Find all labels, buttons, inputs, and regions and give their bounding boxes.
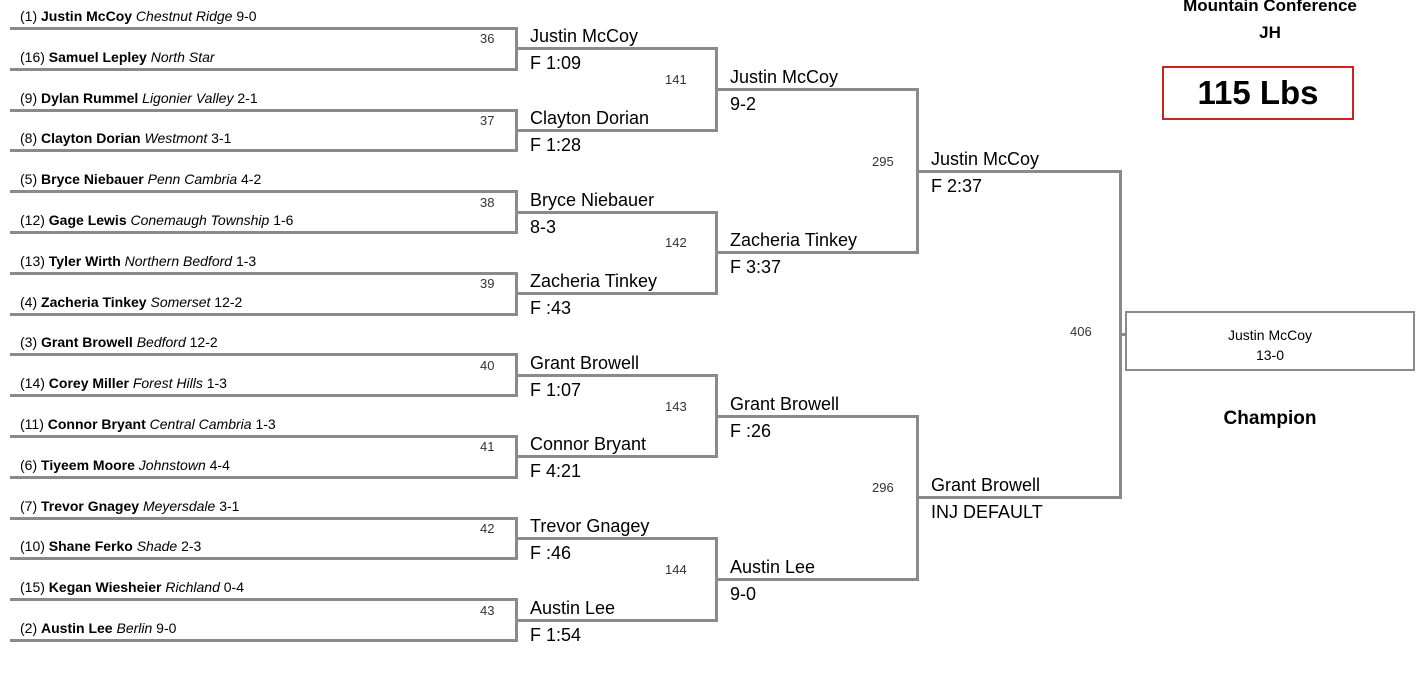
seed: (16) [20,48,45,65]
winner-name[interactable]: Zacheria Tinkey [530,271,658,292]
winner-name[interactable]: Zacheria Tinkey [730,230,858,251]
record: 4-4 [209,456,230,473]
match-result: F 2:37 [931,175,983,196]
entrant-label[interactable] [20,171,261,187]
winner-name[interactable]: Connor Bryant [530,434,647,455]
match-result: F :46 [530,543,572,563]
record: 2-1 [237,89,258,106]
entrant-line [10,598,515,601]
entrant-label[interactable] [20,90,258,106]
school-name: Richland [165,579,220,596]
match-result: F 3:37 [730,257,782,278]
bout-number: 295 [872,153,894,169]
seed: (15) [20,579,45,596]
champion-label: Champion [1223,408,1317,429]
seed: (12) [20,212,45,228]
winner-name[interactable]: Grant Browell [730,393,840,414]
entrant-line [10,27,515,30]
winner-line [518,537,715,540]
bout-number: 43 [480,602,495,618]
school-name: Westmont [144,130,208,147]
champion-name: Justin McCoy [1227,327,1313,343]
match-result: 9-0 [730,583,757,604]
winner-line [518,619,715,622]
winner-line [518,455,715,458]
entrant-line [10,149,515,152]
seed: (4) [20,293,38,310]
winner-name[interactable]: Justin McCoy [931,148,1040,169]
school-name: Ligonier Valley [142,89,234,106]
school-name: Penn Cambria [147,171,238,188]
entrant-line [10,394,515,397]
entrant-line [10,557,515,560]
winner-name[interactable]: Justin McCoy [730,67,839,88]
winner-line [919,496,1119,499]
winner-name[interactable]: Austin Lee [730,556,816,577]
conference-name: Mountain Conference [1183,0,1357,15]
winner-name[interactable]: Grant Browell [931,475,1041,496]
winner-name[interactable]: Justin McCoy [530,26,639,47]
school-name: Meyersdale [142,497,216,514]
record: 1-3 [206,375,227,392]
entrant-line [10,435,515,438]
wrestler-name: Clayton Dorian [41,130,141,147]
seed: (3) [20,334,38,351]
bout-number: 296 [872,480,894,496]
school-name: Forest Hills [132,375,203,392]
winner-name[interactable]: Trevor Gnagey [530,516,650,536]
wrestler-name: Tiyeem Moore [41,456,135,473]
seed: (11) [20,416,44,432]
winner-line [518,292,715,295]
conference-title [1120,0,1420,46]
entrant-line [10,109,515,112]
entrant-line [10,353,515,356]
winner-line [518,374,715,377]
school-name: North Star [150,48,215,65]
bout-number: 143 [665,398,687,414]
winner-line [718,88,916,91]
school-name: Central Cambria [149,416,252,432]
bout-number: 141 [665,72,687,88]
winner-name[interactable]: Austin Lee [530,597,616,618]
entrant-line [10,272,515,275]
match-result: F 4:21 [530,461,582,482]
match-result: F 1:09 [530,53,582,74]
winner-line [518,211,715,214]
entrant-label[interactable] [20,253,256,269]
school-name: Berlin [116,620,153,636]
wrestler-name: Bryce Niebauer [41,171,144,188]
entrant-label[interactable] [20,334,218,350]
wrestler-name: Tyler Wirth [48,252,121,269]
match-result: F 1:54 [530,624,582,645]
bout-number: 406 [1070,324,1092,339]
wrestler-name: Grant Browell [41,334,133,351]
entrant-label[interactable] [20,579,244,595]
bout-number: 37 [480,113,495,128]
entrant-label[interactable] [20,498,239,514]
wrestler-name: Austin Lee [41,620,113,636]
seed: (8) [20,130,38,147]
winner-line [718,578,916,581]
seed: (10) [20,538,45,555]
school-name: Somerset [150,293,211,310]
wrestler-name: Corey Miller [48,375,129,392]
wrestler-name: Gage Lewis [48,212,127,228]
entrant-label[interactable] [20,416,276,432]
seed: (5) [20,171,38,188]
school-name: Chestnut Ridge [135,8,233,24]
wrestler-name: Kegan Wiesheier [48,579,162,596]
record: 12-2 [189,334,218,351]
entrant-line [10,231,515,234]
wrestler-name: Samuel Lepley [48,48,147,65]
record: 12-2 [214,293,243,310]
entrant-label[interactable] [20,130,231,146]
bout-number: 40 [480,357,495,373]
match-result: 8-3 [530,216,557,237]
match-result: INJ DEFAULT [931,502,1043,523]
winner-line [718,415,916,418]
record: 1-6 [273,212,294,228]
record: 9-0 [156,620,177,636]
champion-box [1125,311,1415,371]
school-name: Bedford [136,334,186,351]
entrant-label[interactable] [20,375,227,391]
match-result: F 1:28 [530,135,582,155]
bout-number: 142 [665,235,687,251]
school-name: Shade [136,538,178,555]
champion-record: 13-0 [1255,347,1285,363]
match-result: F :26 [730,420,772,441]
record: 0-4 [223,579,244,596]
entrant-line [10,190,515,193]
winner-line [718,251,916,254]
match-result: 9-2 [730,94,757,115]
seed: (14) [20,375,45,392]
school-name: Conemaugh Township [130,212,270,228]
record: 1-3 [235,252,257,269]
weight-class-box: 115 Lbs [1162,66,1354,120]
winner-name[interactable]: Grant Browell [530,352,640,373]
seed: (9) [20,89,38,106]
record: 1-3 [255,416,276,432]
entrant-label[interactable] [20,457,230,473]
match-result: F :43 [530,298,572,319]
bout-number: 41 [480,439,495,455]
bout-number: 39 [480,276,495,292]
entrant-label[interactable] [20,212,293,228]
wrestler-name: Justin McCoy [41,8,133,24]
record: 4-2 [241,171,262,188]
entrant-label[interactable] [20,538,201,554]
wrestler-name: Dylan Rummel [41,89,139,106]
bout-number: 144 [665,561,687,577]
winner-line [518,47,715,50]
entrant-line [10,68,515,71]
school-name: Johnstown [138,456,206,473]
winner-line [919,170,1119,173]
record: 9-0 [236,8,257,24]
entrant-label[interactable] [20,620,176,636]
school-name: Northern Bedford [124,252,233,269]
entrant-label[interactable] [20,294,242,310]
record: 2-3 [181,538,202,555]
entrant-label[interactable] [20,8,257,24]
entrant-line [10,476,515,479]
seed: (1) [20,8,38,24]
winner-line [518,129,715,132]
entrant-line [10,313,515,316]
record: 3-1 [211,130,232,147]
entrant-line [10,517,515,520]
entrant-label[interactable] [20,49,215,65]
winner-name[interactable]: Clayton Dorian [530,108,650,128]
record: 3-1 [219,497,240,514]
wrestler-name: Connor Bryant [47,416,146,432]
bout-number: 36 [480,31,495,47]
bout-number: 42 [480,521,495,536]
seed: (2) [20,620,38,636]
wrestler-name: Trevor Gnagey [41,497,140,514]
wrestler-name: Zacheria Tinkey [41,293,147,310]
seed: (7) [20,497,38,514]
bout-number: 38 [480,194,495,210]
wrestler-name: Shane Ferko [48,538,133,555]
seed: (13) [20,252,45,269]
seed: (6) [20,456,38,473]
winner-name[interactable]: Bryce Niebauer [530,189,655,210]
match-result: F 1:07 [530,379,582,400]
conference-level: JH [1259,23,1281,42]
entrant-line [10,639,515,642]
